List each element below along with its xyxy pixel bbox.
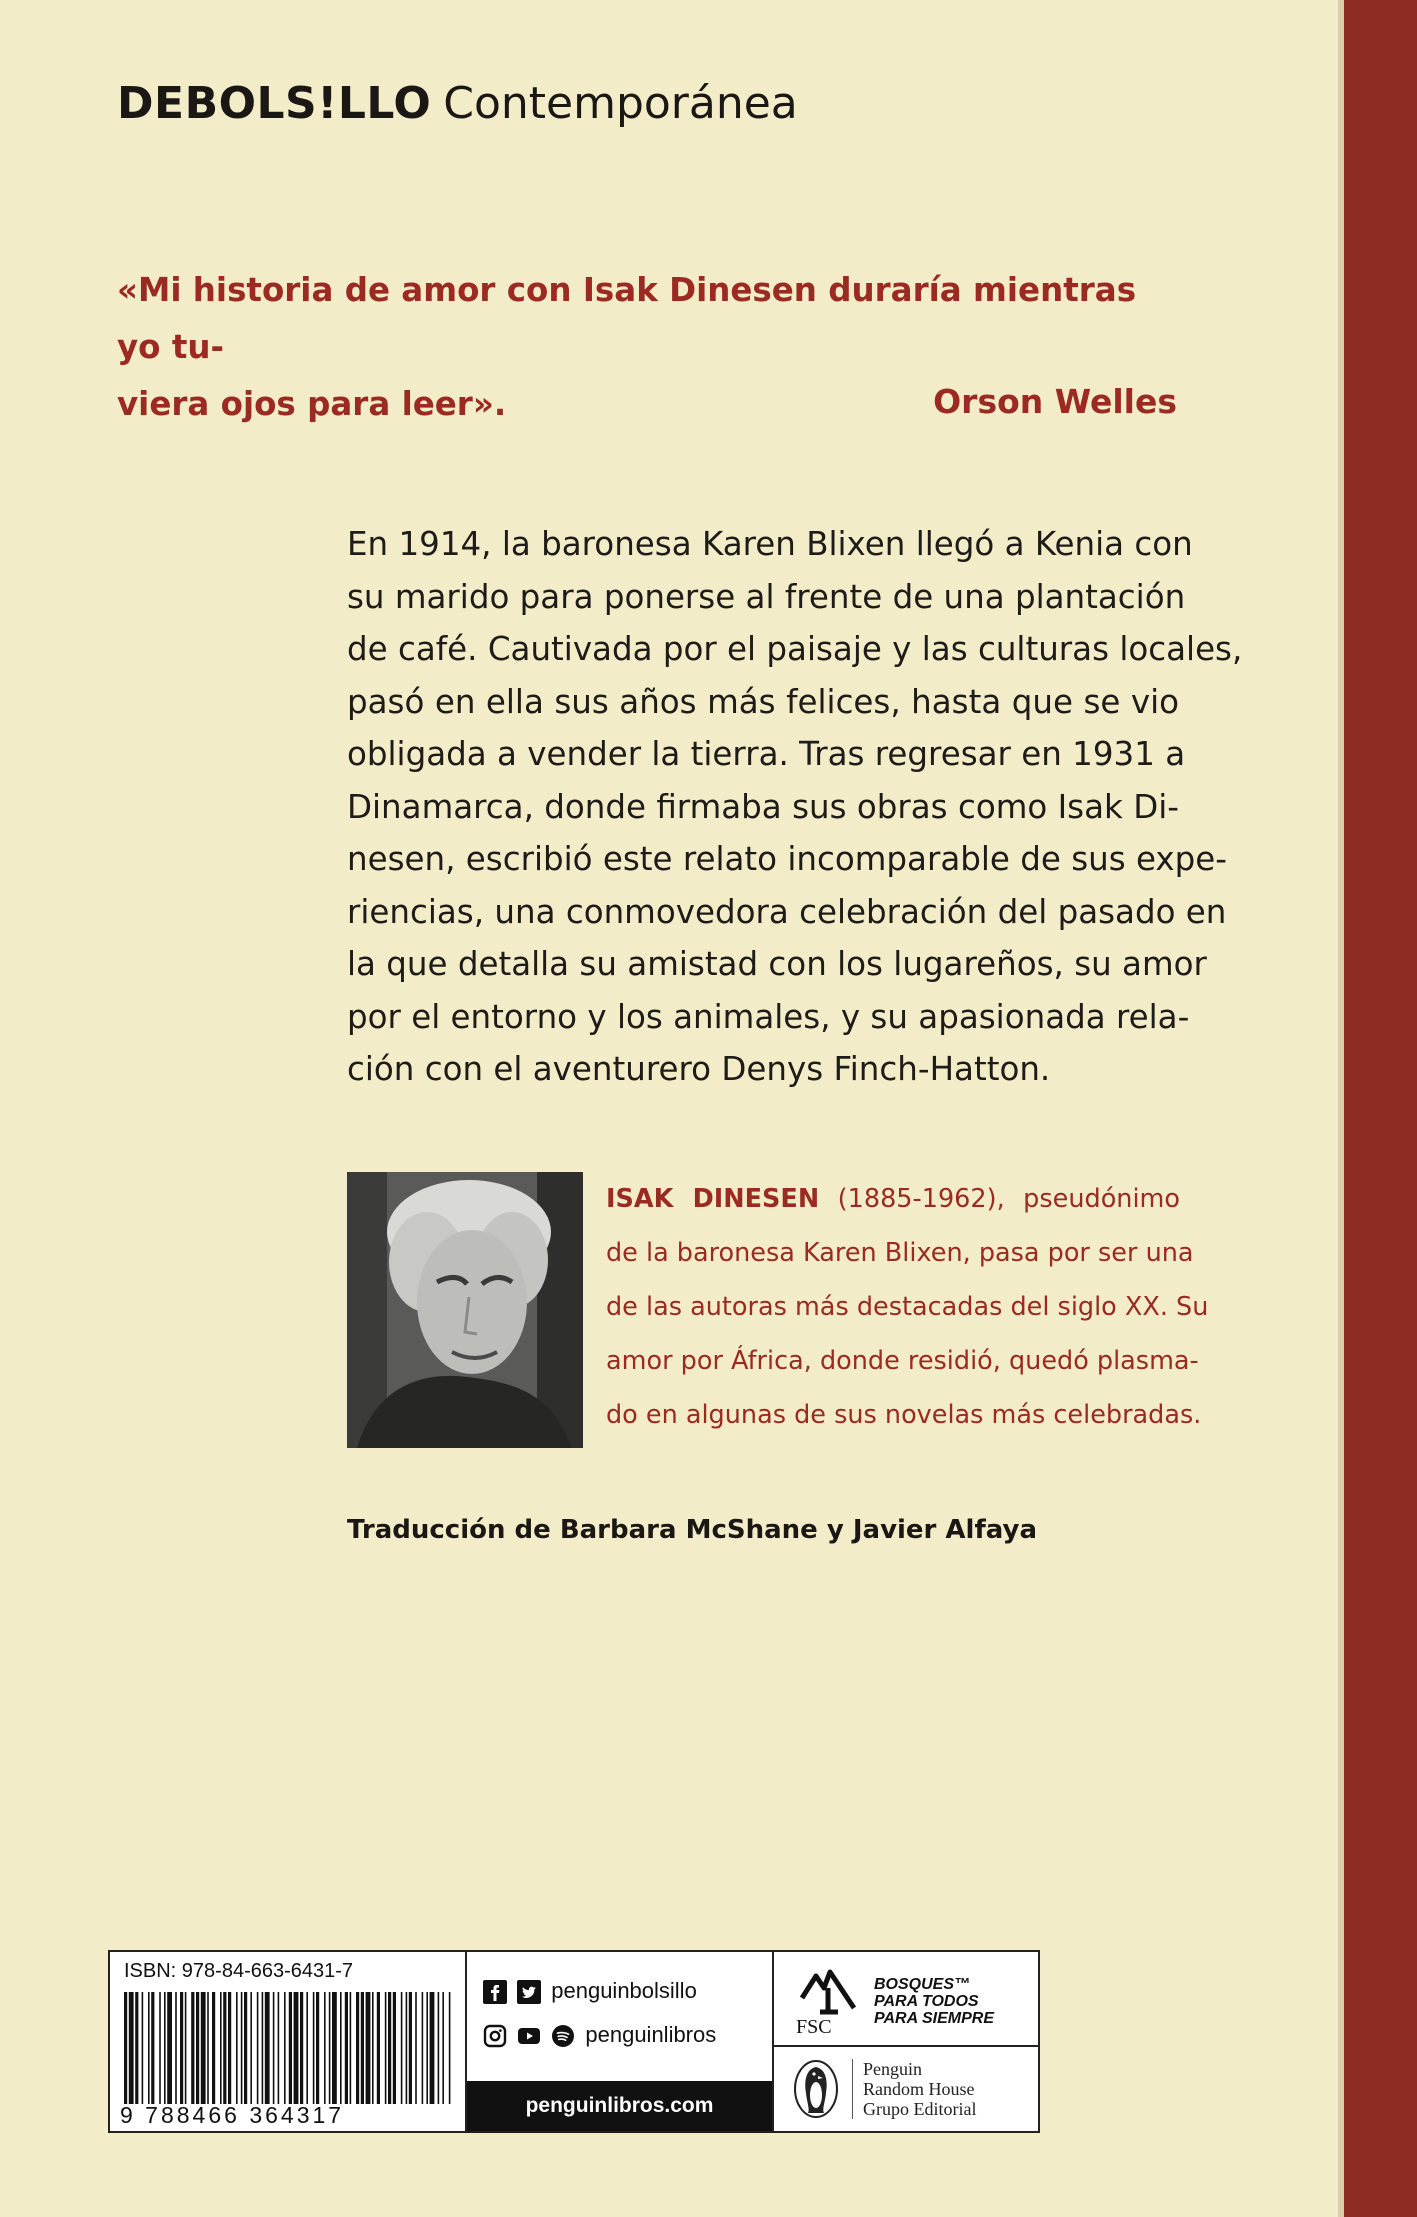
barcode-bar: [257, 1992, 259, 2104]
barcode-bar: [129, 1992, 134, 2104]
barcode-bar: [262, 1992, 264, 2104]
fsc-tagline-line: PARA TODOS: [874, 1993, 979, 2010]
bio-line: do en algunas de sus novelas más celebradas.: [606, 1400, 1202, 1430]
barcode-bar: [329, 1992, 331, 2104]
youtube-icon: [517, 2024, 541, 2048]
social-cell: [467, 1952, 774, 2131]
collection-name: Contemporánea: [443, 78, 798, 129]
barcode-bar: [324, 1992, 326, 2104]
synopsis-line: su marido para ponerse al frente de una plantación: [347, 577, 1186, 616]
synopsis-line: obligada a vender la tierra. Tras regresar en 1931 a: [347, 735, 1186, 773]
barcode-bar: [265, 1992, 270, 2104]
synopsis-line: En 1914, la baronesa Karen Blixen llegó a Kenia con: [347, 525, 1193, 563]
barcode-bar: [196, 1992, 199, 2104]
author-portrait-icon: [347, 1172, 583, 1448]
fsc-tagline-line: BOSQUES™: [874, 1976, 971, 1993]
fsc-label: FSC: [796, 2016, 832, 2038]
barcode-bar: [294, 1992, 299, 2104]
isbn-cell: [110, 1952, 467, 2131]
barcode-bar: [377, 1992, 380, 2104]
barcode-bar: [406, 1992, 408, 2104]
website-link[interactable]: penguinlibros.com: [467, 2081, 772, 2131]
barcode-bar: [185, 1992, 187, 2104]
barcode-bar: [223, 1992, 226, 2104]
publisher-line: Penguin: [863, 2059, 923, 2079]
barcode-bar: [164, 1992, 166, 2104]
barcode-bar: [228, 1992, 231, 2104]
barcode-bar: [151, 1992, 154, 2104]
barcode-bar: [142, 1992, 144, 2104]
quote-line: viera ojos para leer».: [117, 385, 507, 423]
barcode-bar: [366, 1992, 371, 2104]
quote-line: «Mi historia de amor con Isak Dinesen duraría mientras yo tu-: [117, 271, 1137, 366]
barcode-bar: [372, 1992, 374, 2104]
synopsis-line: riencias, una conmovedora celebración del pasado en: [347, 892, 1227, 931]
barcode-bar: [244, 1992, 247, 2104]
penguin-icon: [792, 2059, 840, 2119]
bio-line: [606, 1172, 1180, 1226]
barcode-bar: [306, 1992, 308, 2104]
barcode-bar: [289, 1992, 292, 2104]
spotify-icon: [551, 2024, 575, 2048]
barcode-bar: [401, 1992, 403, 2104]
barcode-bar: [449, 1992, 451, 2104]
barcode-bar: [300, 1992, 303, 2104]
barcode-bar: [167, 1992, 172, 2104]
barcode-bar: [356, 1992, 359, 2104]
social-row-2: [483, 2022, 716, 2048]
barcode-bar: [278, 1992, 280, 2104]
barcode-bar: [250, 1992, 252, 2104]
barcode-bar: [393, 1992, 396, 2104]
red-spine-band: [1344, 0, 1417, 2217]
bio-author-name: ISAK DINESEN: [606, 1184, 820, 1214]
bio-line: de la baronesa Karen Blixen, pasa por ser una: [606, 1238, 1194, 1268]
barcode-bar: [201, 1992, 206, 2104]
barcode-bar: [442, 1992, 444, 2104]
fsc-tree-icon: [796, 1962, 860, 2024]
fsc-tagline-line: PARA SIEMPRE: [874, 2010, 995, 2027]
publisher-info-box: [108, 1950, 1040, 2133]
social-row-1: [483, 1978, 697, 2004]
author-photo: [347, 1172, 583, 1448]
barcode-bar: [361, 1992, 364, 2104]
bio-dates: (1885-1962), pseudónimo: [819, 1184, 1180, 1214]
barcode-bar: [273, 1992, 275, 2104]
fsc-tagline: [874, 1976, 994, 2027]
publisher-logo: [774, 2047, 1038, 2131]
barcode-bar: [148, 1992, 150, 2104]
logo-cell: [774, 1952, 1038, 2131]
barcode-bar: [422, 1992, 424, 2104]
instagram-icon: [483, 2024, 507, 2048]
quote-author: Orson Welles: [933, 382, 1177, 421]
synopsis-line: por el entorno y los animales, y su apasionada rela-: [347, 997, 1190, 1036]
bio-line: de las autoras más destacadas del siglo XX. Su: [606, 1292, 1209, 1322]
barcode-icon: [120, 1992, 455, 2104]
bio-line: amor por África, donde residió, quedó plasma-: [606, 1346, 1199, 1376]
barcode-bar: [207, 1992, 209, 2104]
isbn: ISBN: 978-84-663-6431-7: [124, 1960, 354, 1982]
social-handle-2: penguinlibros: [585, 2022, 717, 2047]
barcode-bar: [409, 1992, 412, 2104]
barcode-bar: [345, 1992, 348, 2104]
barcode-bar: [241, 1992, 243, 2104]
barcode-bar: [430, 1992, 435, 2104]
barcode-bar: [236, 1992, 238, 2104]
barcode-bar: [135, 1992, 138, 2104]
synopsis: [347, 518, 1243, 1096]
barcode-bar: [350, 1992, 352, 2104]
synopsis-line: de café. Cautivada por el paisaje y las culturas locales,: [347, 630, 1243, 668]
barcode-bar: [438, 1992, 440, 2104]
barcode-bar: [180, 1992, 183, 2104]
publisher-name: [852, 2059, 976, 2119]
author-bio: [606, 1172, 1209, 1442]
synopsis-line: ción con el aventurero Denys Finch-Hatton.: [347, 1050, 1051, 1088]
barcode-bar: [388, 1992, 391, 2104]
series-brand: [117, 78, 798, 129]
barcode-bar: [175, 1992, 177, 2104]
synopsis-line: Dinamarca, donde firmaba sus obras como Isak Di-: [347, 787, 1179, 826]
barcode-bar: [316, 1992, 319, 2104]
twitter-icon: [517, 1980, 541, 2004]
barcode-bar: [426, 1992, 428, 2104]
barcode-bar: [415, 1992, 417, 2104]
barcode-bar: [212, 1992, 215, 2104]
translation-credit: Traducción de Barbara McShane y Javier Alfaya: [347, 1515, 1038, 1545]
barcode-bar: [159, 1992, 161, 2104]
barcode-number: 9 788466 364317: [120, 2102, 345, 2128]
barcode-bar: [385, 1992, 387, 2104]
barcode-bar: [340, 1992, 342, 2104]
barcode-bar: [220, 1992, 222, 2104]
synopsis-line: nesen, escribió este relato incomparable de sus expe-: [347, 840, 1227, 878]
publisher-line: Random House: [863, 2079, 975, 2099]
brand-logo: DEBOLS!LLO: [117, 78, 432, 129]
synopsis-line: la que detalla su amistad con los lugareños, su amor: [347, 945, 1207, 983]
social-handle-1: penguinbolsillo: [551, 1978, 697, 2003]
barcode-bar: [191, 1992, 194, 2104]
barcode-bar: [332, 1992, 337, 2104]
facebook-icon: [483, 1980, 507, 2004]
barcode-bar: [124, 1992, 127, 2104]
barcode-bar: [313, 1992, 315, 2104]
barcode-bar: [284, 1992, 286, 2104]
synopsis-line: pasó en ella sus años más felices, hasta que se vio: [347, 682, 1179, 721]
publisher-line: Grupo Editorial: [863, 2099, 977, 2119]
fsc-logo: [774, 1952, 1038, 2047]
